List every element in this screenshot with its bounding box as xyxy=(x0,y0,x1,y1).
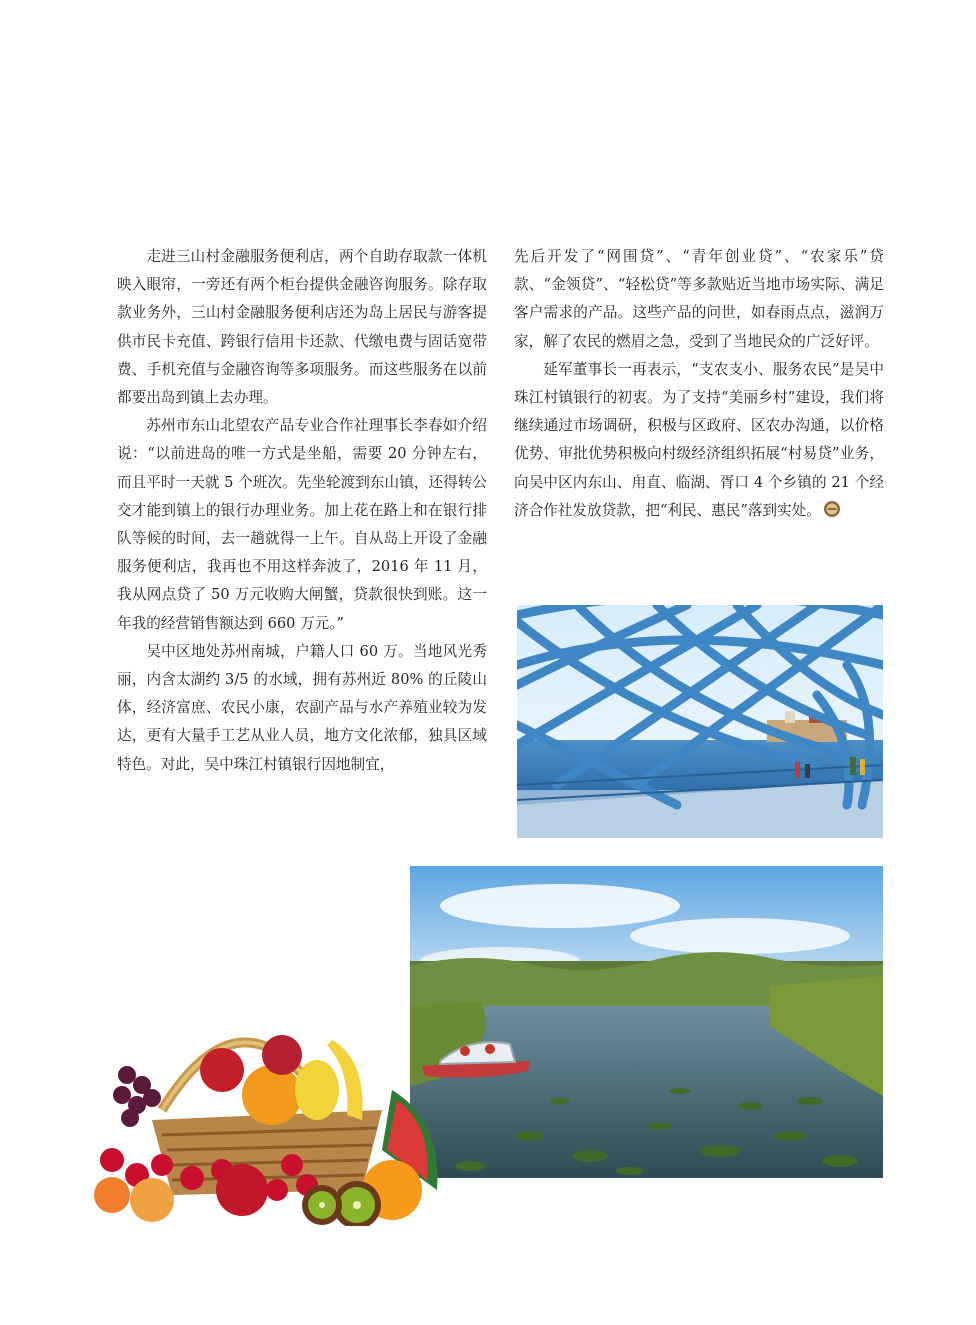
paragraph: 先后开发了“网围贷”、“青年创业贷”、“农家乐”贷款、“金领贷”、“轻松贷”等多款贴近当地市场实际、满足客户需求的产品。这些产品的问世，如春雨点点，滋润万家，解了农民的燃眉之急，受到了当地民众的广泛好评。 xyxy=(514,248,884,350)
bridge-photo xyxy=(517,605,883,838)
end-mark-icon xyxy=(823,500,841,518)
paragraph: 苏州市东山北望农产品专业合作社理事长李春如介绍说：“以前进岛的唯一方式是坐船，需要 20 分钟左右，而且平时一天就 5 个班次。先坐轮渡到东山镇，还得转公交才能到镇上的银行办理业务。加上花在路上和在银行排队等候的时间，去一趟就得一上午。自从岛上开设了金融服务便利店，我再也不用这样奔波了，2016 年 11 月，我从网点贷了 50 万元收购大闸蟹，贷款很快到账。这一年我的经营销售额达到 660 万元。” xyxy=(117,417,487,632)
lake-boat-photo xyxy=(410,866,883,1178)
paragraph-text: 延军董事长一再表示，“支农支小、服务农民”是吴中珠江村镇银行的初衷。为了支持“美丽乡村”建设，我们将继续通过市场调研，积极与区政府、区农办沟通，以价格优势、审批优势积极向村级经济组织拓展“村易贷”业务，向吴中区内东山、甪直、临湖、胥口 4 个乡镇的 21 个经济合作社发放贷款，把“利民、惠民”落到实处。 xyxy=(514,360,884,519)
paragraph: 走进三山村金融服务便利店，两个自助存取款一体机映入眼帘，一旁还有两个柜台提供金融咨询服务。除存取款业务外，三山村金融服务便利店还为岛上居民与游客提供市民卡充值、跨银行信用卡还款、代缴电费与固话宽带费、手机充值与金融咨询等多项服务。而这些服务在以前都要出岛到镇上去办理。 xyxy=(117,248,487,407)
paragraph: 吴中区地处苏州南城，户籍人口 60 万。当地风光秀丽，内含太湖约 3/5 的水域，拥有苏州近 80% 的丘陵山体，经济富庶、农民小康，农副产品与水产养殖业较为发达，更有大量手工艺从业人员，地方文化浓郁，独具区域特色。对此，吴中珠江村镇银行因地制宜， xyxy=(117,642,487,773)
paragraph xyxy=(514,356,884,525)
article-left-column xyxy=(117,243,487,779)
article-right-column xyxy=(514,243,884,525)
fruit-basket-photo xyxy=(92,1000,462,1226)
